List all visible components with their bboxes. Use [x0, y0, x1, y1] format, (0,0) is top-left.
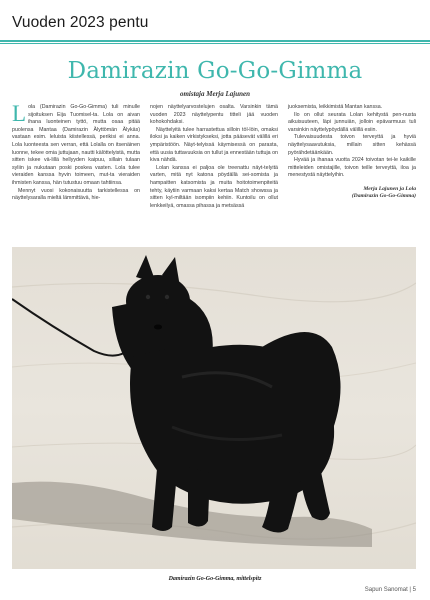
dog-photo — [12, 247, 416, 569]
paragraph: juoksemista, leikkimistä Mantan kanssa. — [288, 104, 383, 110]
text-column-1 — [12, 101, 140, 203]
paragraph — [12, 101, 140, 188]
top-rule-thin — [0, 43, 430, 44]
drop-cap: L — [12, 101, 27, 126]
page-footer: Sapun Sanomat | 5 — [364, 587, 416, 593]
signature — [288, 186, 416, 201]
text-column-3 — [288, 104, 416, 201]
text-column-2 — [150, 104, 278, 210]
paragraph: Tulevaisuudesta toivon terveyttä ja hyviä näyttelysaavutuksia, millain sitten kehässä pyörähdetäänkään. — [288, 134, 416, 156]
paragraph: Hyvää ja ihanaa vuotta 2024 toivotan tei-le kaikille mitteleiden omistajille, toivon teille terveyttä, iloa ja menestystä näyttelyihin. — [288, 157, 416, 179]
paragraph-text: ola (Damirazin Go-Go-Gimma) tuli minulle sijoituksen Eija Tuomisel-ta. Lola on aivan ihana luonteinen tyttö, mutta osaa pitää puolensa Mantaa (Damirazin Älyttömän Älykäs) vastaan esim. leluista kiistellessä, perikisi ei anna. Lola luonteesta sen verran, että Lolalla on itsenäinen luonne, tekee omia juttujaan, nautti kälöttelyistä, mutta sitten iskee vä-lillä hellyyden kaipuu, sillain tulaan syliin ja nukutaan poski poskea vasten. Lola tulee vieraiden kanssa hyvin toimeen, mut-ta vieraiden ihmisten kanssa, hän tutustuu omaan tahtiinsa. — [12, 104, 140, 186]
paragraph: Mennyt vuosi kokonaisuutta tarkistellessa on näyttelysaralla mieltä lämmittävä, hie- — [12, 187, 140, 202]
paragraph: Ilo on ollut seurata Lolan kehitystä pen-nusta aikuisuuteen, läpi junnuiän, jolloin epävarmuus tuli varsinkin näyttelypöydällä välillä esiin. — [288, 111, 416, 133]
section-title: Vuoden 2023 pentu — [12, 14, 149, 31]
paragraph: Lolan kanssa ei paljoa ole treenattu näyt-telyitä varten, mitä nyt katona pöydällä sei-somista ja hampaitten katsomista ja muita hoitotoimenpiteitä tehty, käytiin varmaan kaksi kertaa Match showssa ja sitten kyl-miltään isompiin kehiin. Kuntoilu on ollut lenkkeilyä, omassa pihassa ja metsässä — [150, 164, 278, 209]
article-headline: Damirazin Go-Go-Gimma — [67, 58, 363, 84]
photo-caption: Damirazin Go-Go-Gimma, mittelspitz — [168, 576, 262, 582]
article-byline: omistaja Merja Lajunen — [179, 90, 250, 98]
paragraph: nojen näyttelyarvostelujen osalta. Varsinkin tämä vuoden 2023 näyttelypentu titteli jää vuoden kohokohdaksi. — [150, 104, 278, 126]
top-rule — [0, 40, 430, 42]
signature-name: Merja Lajunen ja Lola — [363, 185, 416, 192]
paragraph: Näyttelyitä tulee harrastettua silloin töl-löin, omaksi iloksi ja kaiken virkistykseksi, jotta pääsevät välillä eri ympäristöön. Näyt-telyissä käymisessä on parasta, että uusia tuttavuuksia on tullut ja ennestään tuttuja on kiva nähdä. — [150, 126, 278, 164]
signature-dog: (Damirazin Go-Go-Gimma) — [351, 193, 416, 200]
